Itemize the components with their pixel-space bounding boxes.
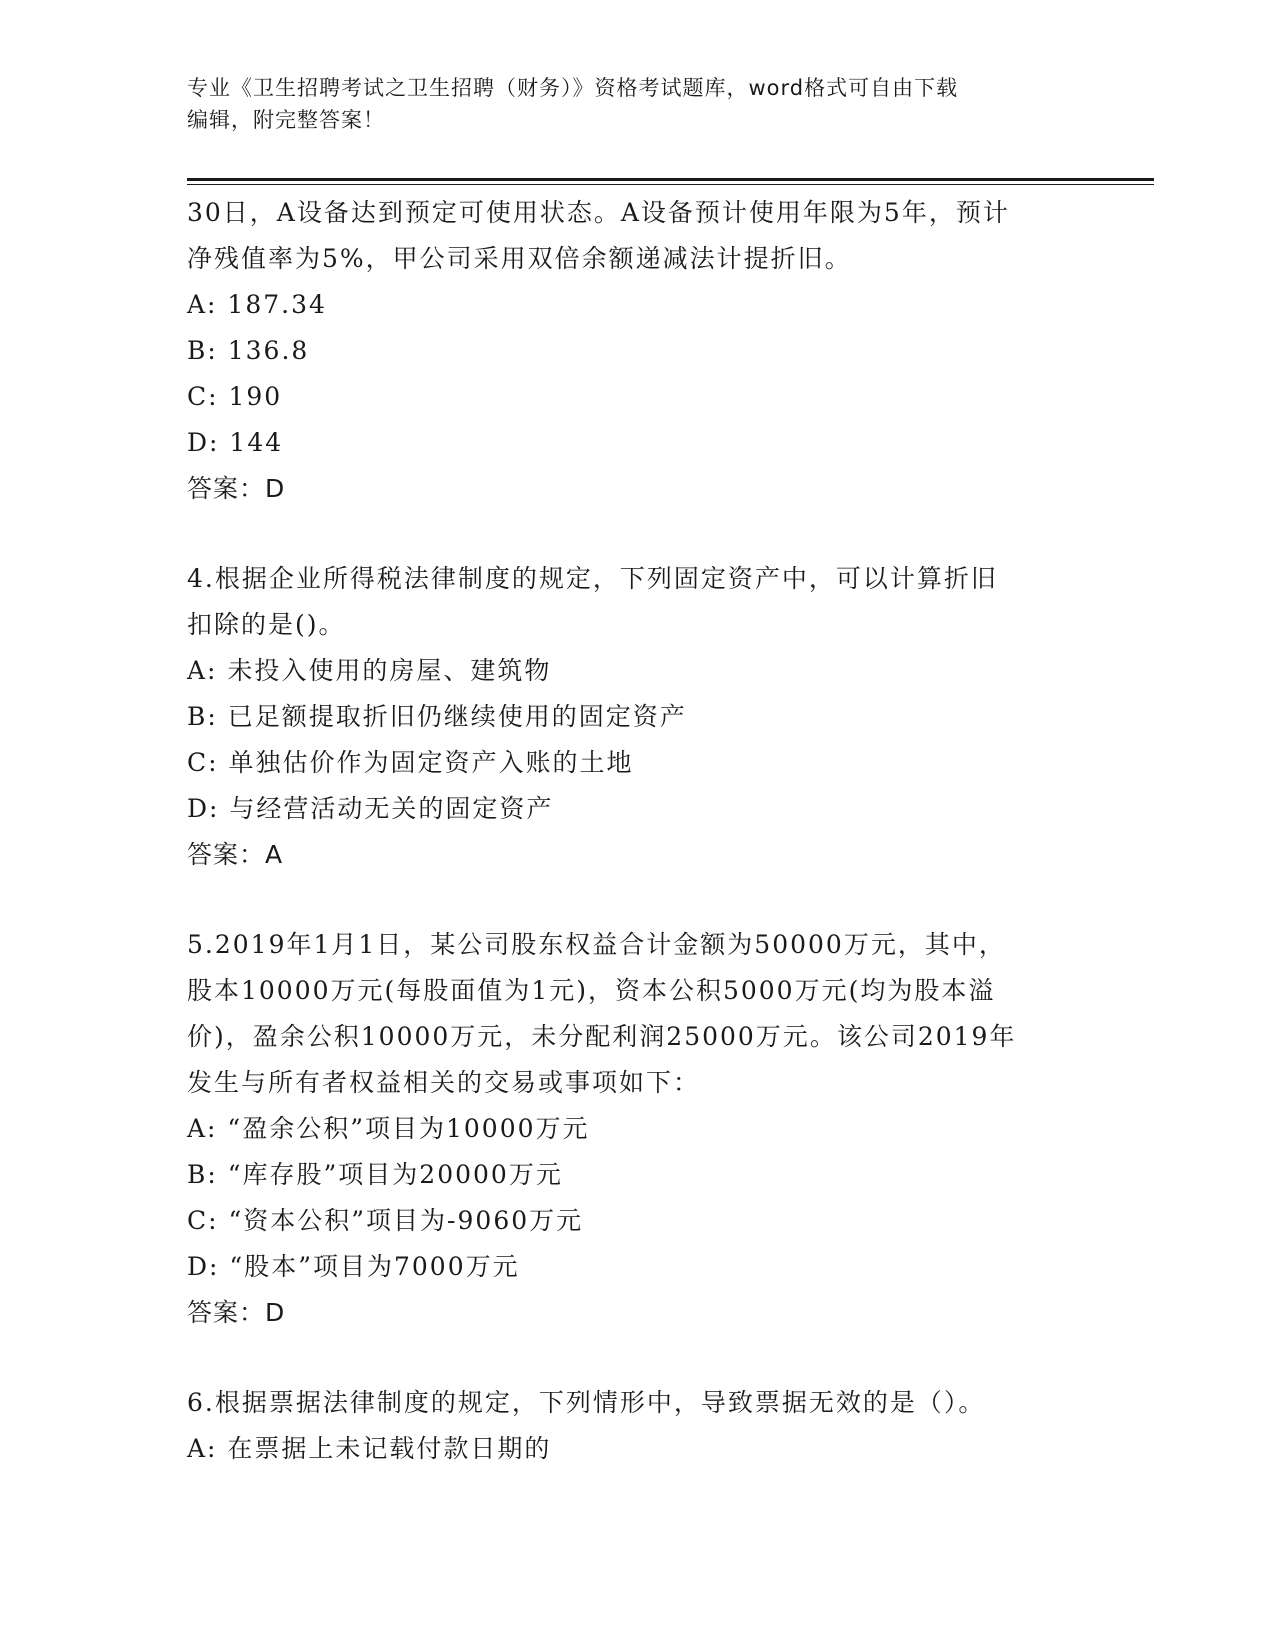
question-4-option-c: C: 单独估价作为固定资产入账的土地 xyxy=(187,748,634,777)
header-rule-thick xyxy=(187,178,1154,181)
document-header xyxy=(187,72,1087,136)
spacer xyxy=(187,1336,1087,1380)
question-5 xyxy=(187,922,1087,1336)
question-6-option-a: A: 在票据上未记载付款日期的 xyxy=(187,1434,552,1463)
question-5-answer: 答案：D xyxy=(187,1298,286,1327)
header-line-2: 编辑，附完整答案！ xyxy=(187,108,385,132)
question-5-option-a: A: “盈余公积”项目为10000万元 xyxy=(187,1114,590,1143)
question-5-text-line-2: 股本10000万元(每股面值为1元)，资本公积5000万元(均为股本溢 xyxy=(187,976,996,1005)
question-3-option-a: A: 187.34 xyxy=(187,290,327,319)
spacer xyxy=(187,878,1087,922)
question-3-answer: 答案：D xyxy=(187,474,286,503)
spacer xyxy=(187,512,1087,556)
question-content xyxy=(187,190,1087,1472)
header-rule-thin xyxy=(187,184,1154,185)
question-4-text-line-1: 4.根据企业所得税法律制度的规定，下列固定资产中，可以计算折旧 xyxy=(187,564,998,593)
question-3-option-c: C: 190 xyxy=(187,382,283,411)
question-4-option-d: D: 与经营活动无关的固定资产 xyxy=(187,794,554,823)
question-6 xyxy=(187,1380,1087,1472)
question-5-text-line-1: 5.2019年1月1日，某公司股东权益合计金额为50000万元，其中， xyxy=(187,930,1006,959)
question-6-text-line-1: 6.根据票据法律制度的规定，下列情形中，导致票据无效的是（）。 xyxy=(187,1388,986,1417)
question-4-text-line-2: 扣除的是()。 xyxy=(187,610,346,639)
question-3-option-d: D: 144 xyxy=(187,428,284,457)
question-4-option-b: B: 已足额提取折旧仍继续使用的固定资产 xyxy=(187,702,687,731)
question-5-text-line-4: 发生与所有者权益相关的交易或事项如下： xyxy=(187,1068,701,1097)
question-3-text-line-1: 30日，A设备达到预定可使用状态。A设备预计使用年限为5年，预计 xyxy=(187,198,1010,227)
question-3 xyxy=(187,190,1087,512)
question-3-option-b: B: 136.8 xyxy=(187,336,310,365)
question-4-answer: 答案：A xyxy=(187,840,284,869)
question-4 xyxy=(187,556,1087,878)
header-line-1: 专业《卫生招聘考试之卫生招聘（财务）》资格考试题库，word格式可自由下载 xyxy=(187,76,959,100)
question-5-option-d: D: “股本”项目为7000万元 xyxy=(187,1252,520,1281)
question-5-option-b: B: “库存股”项目为20000万元 xyxy=(187,1160,563,1189)
question-5-text-line-3: 价)，盈余公积10000万元，未分配利润25000万元。该公司2019年 xyxy=(187,1022,1017,1051)
question-5-option-c: C: “资本公积”项目为-9060万元 xyxy=(187,1206,584,1235)
question-3-text-line-2: 净残值率为5%，甲公司采用双倍余额递减法计提折旧。 xyxy=(187,244,852,273)
question-4-option-a: A: 未投入使用的房屋、建筑物 xyxy=(187,656,552,685)
